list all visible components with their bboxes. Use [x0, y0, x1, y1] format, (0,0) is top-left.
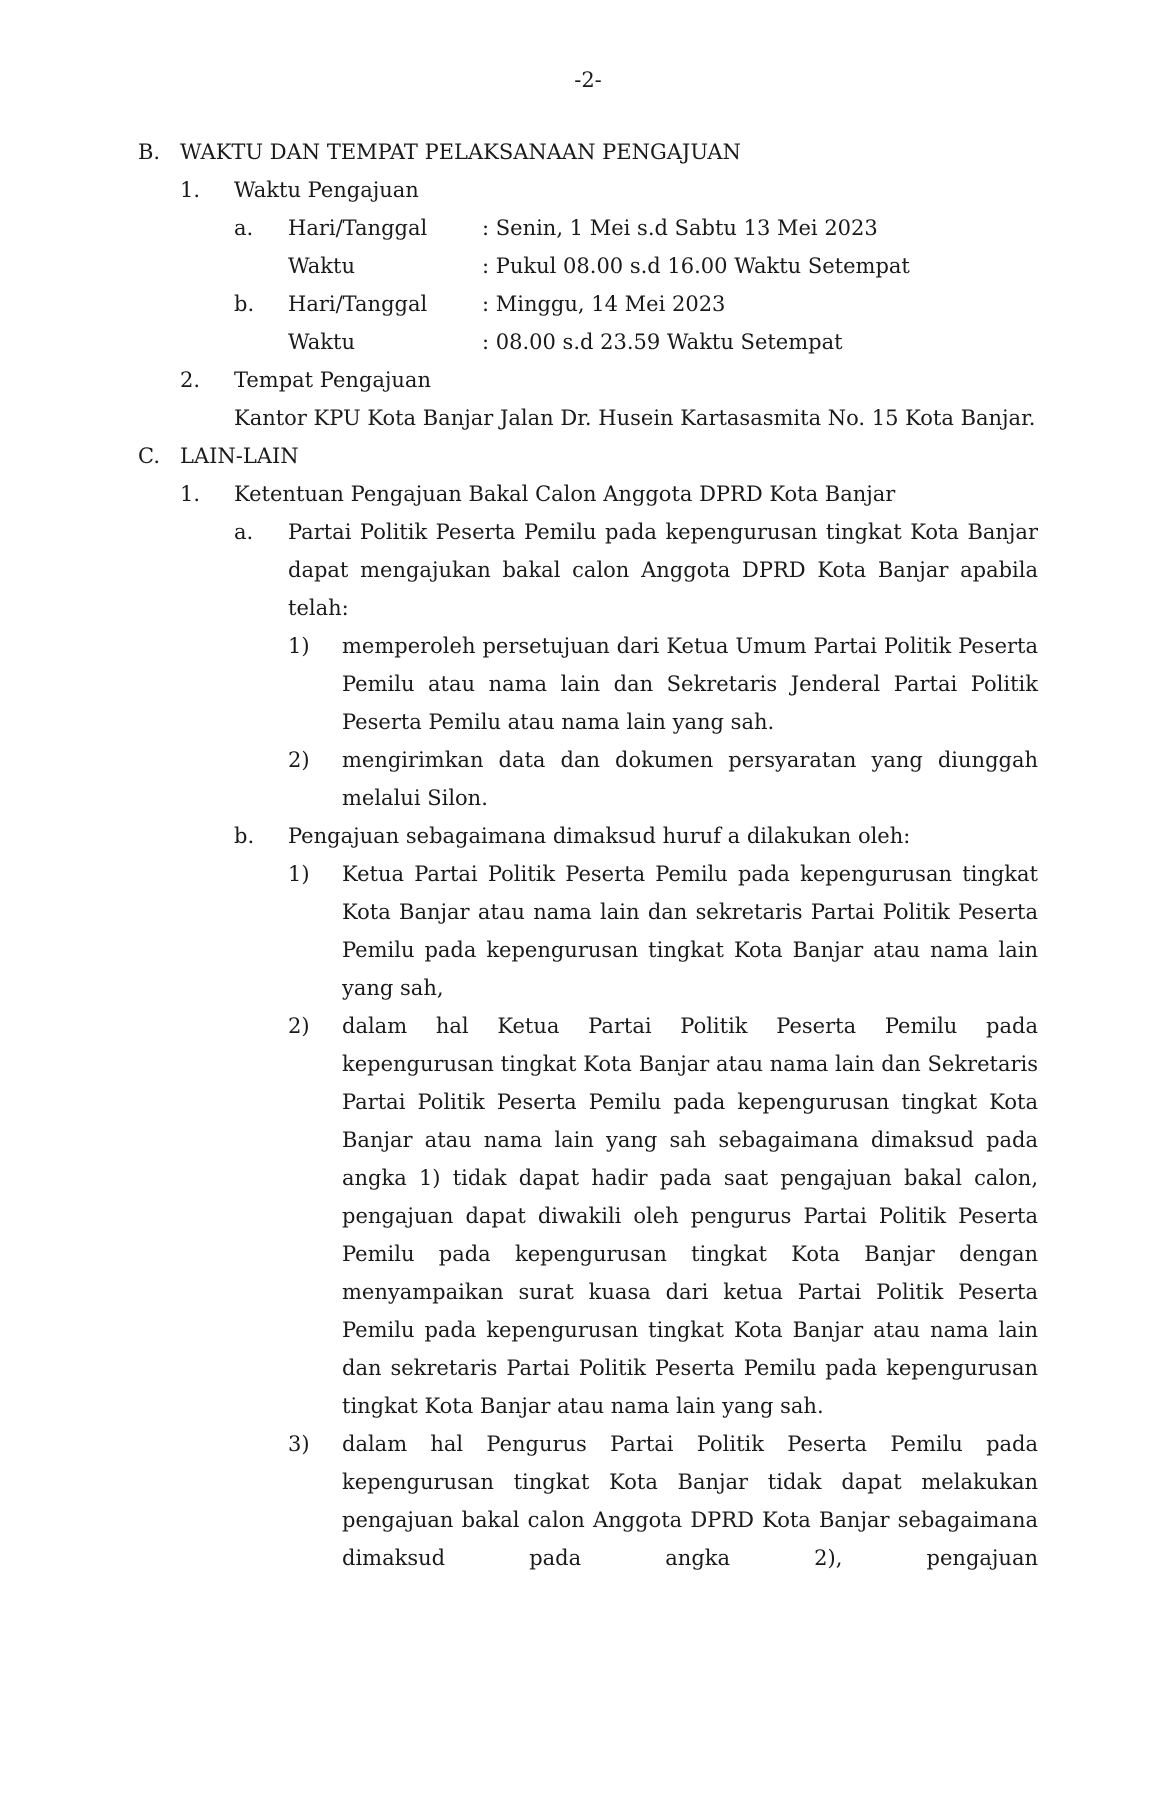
field-label: Waktu	[288, 254, 355, 278]
list-marker: 2.	[180, 368, 201, 392]
paragraph-text: dalam hal Ketua Partai Politik Peserta Pemilu pada kepengurusan tingkat Kota Banjar atau nama lain dan Sekretaris Partai Politik Peserta Pemilu pada kepengurusan tingkat Kota Banjar atau nama lain yang sah sebagaimana dimaksud pada angka 1) tidak dapat hadir pada saat pengajuan bakal calon, pengajuan dapat diwakili oleh pengurus Partai Politik Peserta Pemilu pada kepengurusan tingkat Kota Banjar dengan menyampaikan surat kuasa dari ketua Partai Politik Peserta Pemilu pada kepengurusan tingkat Kota Banjar atau nama lain dan sekretaris Partai Politik Peserta Pemilu pada kepengurusan tingkat Kota Banjar atau nama lain yang sah.	[342, 1014, 1038, 1418]
location-text: Kantor KPU Kota Banjar Jalan Dr. Husein Kartasasmita No. 15 Kota Banjar.	[234, 406, 1036, 430]
schedule-b-time	[138, 323, 1038, 361]
paragraph-text: memperoleh persetujuan dari Ketua Umum Partai Politik Peserta Pemilu atau nama lain dan Sekretaris Jenderal Partai Politik Peserta Pemilu atau nama lain yang sah.	[342, 634, 1038, 734]
paragraph-text: mengirimkan data dan dokumen persyaratan yang diunggah melalui Silon.	[342, 748, 1038, 810]
paragraph-text: Ketua Partai Politik Peserta Pemilu pada kepengurusan tingkat Kota Banjar atau nama lain dan sekretaris Partai Politik Peserta Pemilu pada kepengurusan tingkat Kota Banjar atau nama lain yang sah,	[342, 862, 1038, 1000]
provision-b-2	[138, 1007, 1038, 1425]
section-b-item-1	[138, 171, 1038, 209]
provision-b	[138, 817, 1038, 855]
field-label: Waktu	[288, 330, 355, 354]
section-b-item-2	[138, 361, 1038, 399]
provision-a	[138, 513, 1038, 627]
section-c-marker: C.	[138, 444, 160, 468]
schedule-b-date	[138, 285, 1038, 323]
field-value: : Senin, 1 Mei s.d Sabtu 13 Mei 2023	[482, 216, 878, 240]
section-b-marker: B.	[138, 140, 161, 164]
paragraph-text: dalam hal Pengurus Partai Politik Peserta Pemilu pada kepengurusan tingkat Kota Banjar tidak dapat melakukan pengajuan bakal calon Anggota DPRD Kota Banjar sebagaimana dimaksud pada angka 2), pengajuan	[342, 1432, 1038, 1570]
schedule-a-time	[138, 247, 1038, 285]
field-label: Hari/Tanggal	[288, 292, 428, 316]
field-label: Hari/Tanggal	[288, 216, 428, 240]
list-marker: 2)	[288, 1014, 310, 1038]
list-marker: b.	[234, 824, 255, 848]
provision-a-1	[138, 627, 1038, 741]
list-marker: 1)	[288, 634, 310, 658]
section-c-title: LAIN-LAIN	[180, 444, 299, 468]
provision-a-2	[138, 741, 1038, 817]
item-title: Tempat Pengajuan	[234, 368, 431, 392]
schedule-a-date	[138, 209, 1038, 247]
list-marker: 1.	[180, 178, 201, 202]
list-marker: 1)	[288, 862, 310, 886]
list-marker: b.	[234, 292, 255, 316]
list-marker: 1.	[180, 482, 201, 506]
item-title: Ketentuan Pengajuan Bakal Calon Anggota DPRD Kota Banjar	[234, 482, 896, 506]
page-number: -2-	[574, 68, 602, 92]
paragraph-text: Partai Politik Peserta Pemilu pada kepengurusan tingkat Kota Banjar dapat mengajukan bakal calon Anggota DPRD Kota Banjar apabila telah:	[288, 520, 1038, 620]
provision-b-1	[138, 855, 1038, 1007]
section-b-title: WAKTU DAN TEMPAT PELAKSANAAN PENGAJUAN	[180, 140, 741, 164]
section-b-heading	[138, 133, 1038, 171]
section-c-item-1	[138, 475, 1038, 513]
document-body	[138, 133, 1038, 1577]
field-value: : Minggu, 14 Mei 2023	[482, 292, 726, 316]
provision-b-3	[138, 1425, 1038, 1577]
paragraph-text: Pengajuan sebagaimana dimaksud huruf a dilakukan oleh:	[288, 824, 911, 848]
list-marker: 3)	[288, 1432, 310, 1456]
list-marker: 2)	[288, 748, 310, 772]
section-c-heading	[138, 437, 1038, 475]
field-value: : Pukul 08.00 s.d 16.00 Waktu Setempat	[482, 254, 910, 278]
field-value: : 08.00 s.d 23.59 Waktu Setempat	[482, 330, 843, 354]
item-title: Waktu Pengajuan	[234, 178, 419, 202]
list-marker: a.	[234, 216, 254, 240]
list-marker: a.	[234, 520, 254, 544]
